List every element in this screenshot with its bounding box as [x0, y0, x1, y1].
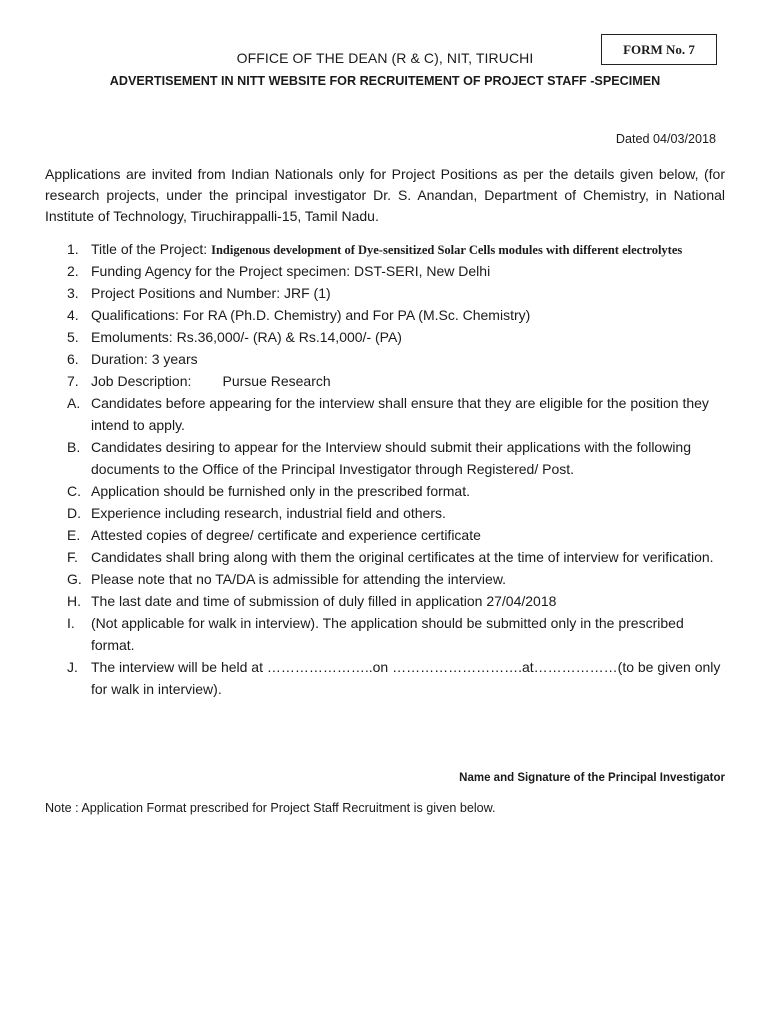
list-marker: 2.	[67, 263, 79, 279]
list-item	[45, 326, 725, 348]
list-item	[45, 656, 725, 700]
advertisement-title: ADVERTISEMENT IN NITT WEBSITE FOR RECRUITEMENT OF PROJECT STAFF -SPECIMEN	[109, 74, 661, 88]
list-item-text: Experience including research, industrial field and others.	[91, 505, 446, 521]
list-item-text: (Not applicable for walk in interview). The application should be submitted only in the prescribed format.	[91, 615, 684, 653]
list-item	[45, 524, 725, 546]
list-item	[45, 436, 725, 480]
list-marker: H.	[67, 593, 81, 609]
list-item-text: Duration: 3 years	[91, 351, 198, 367]
list-item-text: Project Positions and Number: JRF (1)	[91, 285, 331, 301]
list-item	[45, 370, 725, 392]
date-line: Dated 04/03/2018	[615, 132, 716, 146]
list-marker: 3.	[67, 285, 79, 301]
list-item	[45, 568, 725, 590]
list-marker: 7.	[67, 373, 79, 389]
list-marker: D.	[67, 505, 81, 521]
office-heading: OFFICE OF THE DEAN (R & C), NIT, TIRUCHI	[236, 50, 534, 66]
list-item-text: The last date and time of submission of duly filled in application 27/04/2018	[91, 593, 557, 609]
form-number-box: FORM No. 7	[601, 34, 717, 65]
list-marker: I.	[67, 615, 75, 631]
list-item-text: Candidates shall bring along with them the original certificates at the time of interview for verification.	[91, 549, 714, 565]
list-item	[45, 480, 725, 502]
list-item	[45, 590, 725, 612]
list-marker: 1.	[67, 241, 79, 257]
list-marker: F.	[67, 549, 78, 565]
list-item	[45, 612, 725, 656]
project-title-value: Indigenous development of Dye-sensitized Solar Cells modules with different electrolytes	[211, 243, 683, 257]
list-item	[45, 392, 725, 436]
list-item	[45, 260, 725, 282]
list-marker: A.	[67, 395, 81, 411]
list-item-text: Candidates desiring to appear for the Interview should submit their applications with the following documents to the Office of the Principal Investigator through Registered/ Post.	[91, 439, 692, 477]
list-item-text: Application should be furnished only in the prescribed format.	[91, 483, 470, 499]
list-item	[45, 348, 725, 370]
list-marker: 4.	[67, 307, 79, 323]
details-list	[45, 239, 725, 700]
list-marker: 6.	[67, 351, 79, 367]
list-item-text: The interview will be held at …………………..on ……………………….at………………(to be given only for walk in interview).	[91, 659, 721, 697]
list-item	[45, 304, 725, 326]
list-item	[45, 546, 725, 568]
list-marker: 5.	[67, 329, 79, 345]
list-marker: C.	[67, 483, 81, 499]
list-item-text: Emoluments: Rs.36,000/- (RA) & Rs.14,000/- (PA)	[91, 329, 402, 345]
list-item	[45, 282, 725, 304]
list-marker: J.	[67, 659, 78, 675]
list-item-text: Please note that no TA/DA is admissible for attending the interview.	[91, 571, 507, 587]
list-item	[45, 239, 725, 260]
project-title-label: Title of the Project:	[91, 241, 212, 257]
signature-line: Name and Signature of the Principal Investigator	[459, 772, 725, 784]
list-marker: B.	[67, 439, 81, 455]
list-marker: G.	[67, 571, 82, 587]
list-item-text: Qualifications: For RA (Ph.D. Chemistry) and For PA (M.Sc. Chemistry)	[91, 307, 531, 323]
list-item-text: Funding Agency for the Project specimen: DST-SERI, New Delhi	[91, 263, 491, 279]
intro-paragraph: Applications are invited from Indian Nationals only for Project Positions as per the details given below, (for research projects, under the principal investigator Dr. S. Anandan, Department of Chemistry, in National Institute of Technology, Tiruchirappalli-15, Tamil Nadu.	[45, 166, 725, 224]
list-item-text: Candidates before appearing for the interview shall ensure that they are eligible for the position they intend to apply.	[91, 395, 709, 433]
list-item-text: Attested copies of degree/ certificate and experience certificate	[91, 527, 481, 543]
footnote: Note : Application Format prescribed for Project Staff Recruitment is given below.	[45, 801, 496, 815]
list-marker: E.	[67, 527, 81, 543]
list-item-text: Job Description: Pursue Research	[91, 373, 331, 389]
list-item	[45, 502, 725, 524]
